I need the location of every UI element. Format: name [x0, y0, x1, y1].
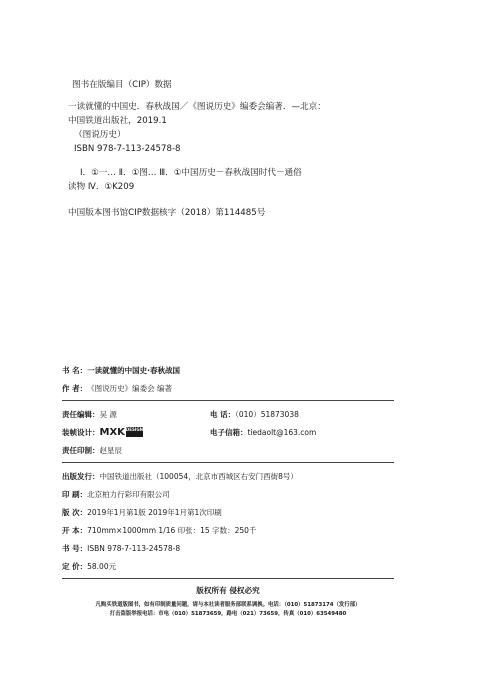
author-value: 《图说历史》编委会 编著: [87, 383, 173, 393]
isbn-label: 书 号：: [62, 543, 88, 553]
cip-subjects-line1: Ⅰ．①一… Ⅱ．①图… Ⅲ．①中国历史－春秋战国时代－通俗: [80, 168, 302, 178]
cip-heading: 图书在版编目（CIP）数据: [72, 80, 172, 90]
phone-label: 电 话：: [210, 409, 236, 419]
editor-row: [62, 405, 394, 423]
author-label: 作 者：: [62, 383, 88, 393]
email-value: tiedaolt@163.com: [247, 427, 317, 437]
cip-isbn: ISBN 978-7-113-24578-8: [74, 144, 181, 154]
divider-top: [62, 400, 394, 401]
book-title-label: 书 名：: [62, 365, 88, 375]
author-row: [62, 379, 394, 397]
editor-label: 责任编辑：: [62, 409, 100, 419]
service-notice-line1: 凡购买铁道版图书，如有印制质量问题，请与本社读者服务部联系调换。电话：（010）51873174（发行部）: [95, 602, 361, 608]
publisher-row: [62, 467, 394, 485]
divider-middle: [62, 462, 394, 463]
copyright-notice: 版权所有 侵权必究: [196, 586, 260, 595]
format-value: 710mm×1000mm 1/16 印张：15 字数：250千: [87, 525, 257, 535]
service-notice-line2: 打击盗版举报电话：市电（010）51873659，路电（021）73659，传真（010）63549480: [109, 611, 347, 617]
edition-row: [62, 503, 394, 521]
print-editor-label: 责任印制：: [62, 445, 100, 455]
publisher-value: 中国铁道出版社（100054，北京市西城区右安门西街8号）: [99, 471, 298, 481]
cip-record-number: 中国版本图书馆CIP数据核字（2018）第114485号: [68, 208, 266, 218]
format-row: [62, 521, 394, 539]
book-title-value: 一读就懂的中国史·春秋战国: [87, 365, 180, 375]
printer-value: 北京柏力行彩印有限公司: [87, 489, 170, 499]
isbn-row: [62, 539, 394, 557]
publisher-label: 出版发行：: [62, 471, 100, 481]
cip-series: （图说历史）: [74, 130, 126, 140]
price-value: 58.00元: [87, 561, 117, 571]
print-editor-value: 赵星辰: [99, 445, 122, 455]
email-label: 电子信箱：: [210, 427, 248, 437]
design-label: 装帧设计：: [62, 427, 100, 437]
print-editor-row: [62, 441, 394, 459]
printer-row: [62, 485, 394, 503]
printer-label: 印 刷：: [62, 489, 88, 499]
book-title-row: [62, 361, 394, 379]
design-row: [62, 423, 394, 441]
editor-value: 吴 源: [99, 409, 117, 419]
phone-value: （010）51873038: [235, 409, 299, 419]
colophon: [62, 361, 394, 619]
edition-value: 2019年1月第1版 2019年1月第1次印刷: [87, 507, 222, 517]
cip-subjects-line2: 读物 Ⅳ．①K209: [68, 182, 135, 192]
mxk-design-logo: MXKDESIGN STUDIO: [99, 426, 162, 438]
cip-data-block: [62, 78, 422, 220]
cip-entry-line2: 中国铁道出版社，2019.1: [68, 116, 167, 126]
format-label: 开 本：: [62, 525, 88, 535]
isbn-value: ISBN 978-7-113-24578-8: [87, 543, 181, 553]
cip-entry-line1: 一读就懂的中国史．春秋战国／《图说历史》编委会编著．—北京：: [68, 102, 326, 112]
price-row: [62, 557, 394, 575]
price-label: 定 价：: [62, 561, 88, 571]
edition-label: 版 次：: [62, 507, 88, 517]
divider-bottom: [62, 578, 394, 579]
